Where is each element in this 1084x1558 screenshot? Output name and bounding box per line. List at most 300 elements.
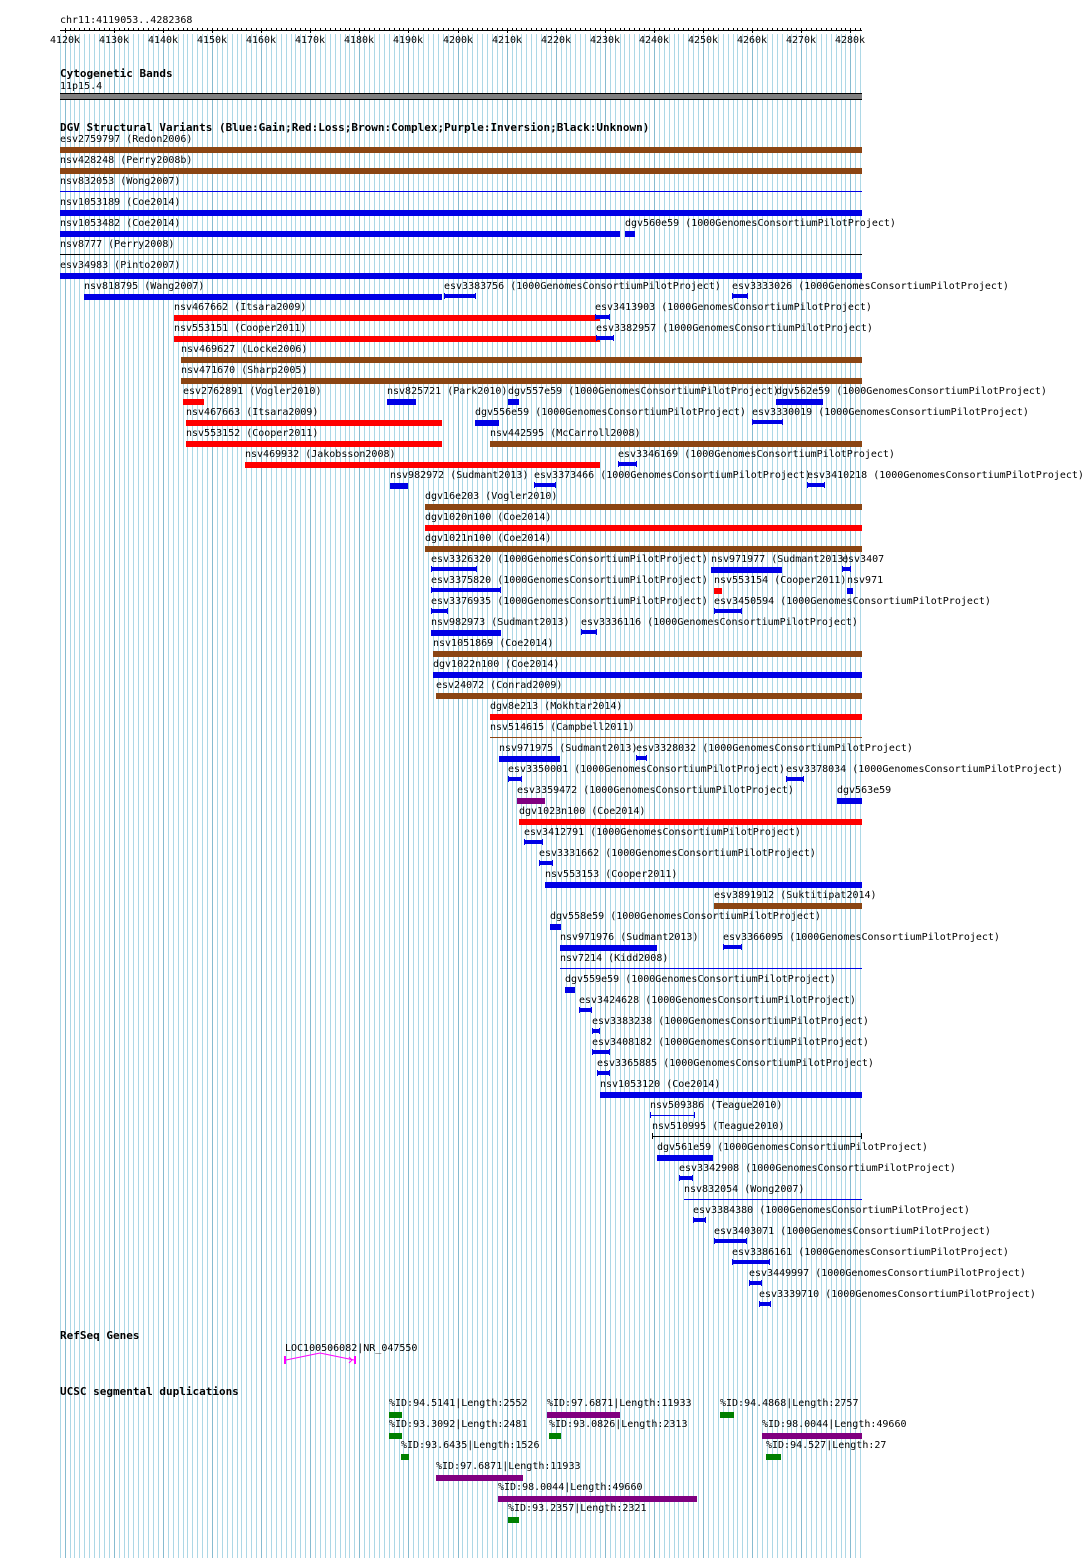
dgv-variant-whisker bbox=[613, 335, 614, 341]
dgv-variant-label[interactable]: esv3336116 (1000GenomesConsortiumPilotProject) bbox=[581, 617, 858, 628]
ruler-minor-tick bbox=[320, 28, 321, 31]
dgv-variant-label[interactable]: esv3412791 (1000GenomesConsortiumPilotProject) bbox=[524, 827, 801, 838]
dgv-variant-bar[interactable] bbox=[714, 609, 742, 613]
segdup-bar[interactable] bbox=[549, 1433, 561, 1439]
ruler-minor-tick bbox=[566, 28, 567, 31]
dgv-variant-whisker bbox=[475, 293, 476, 299]
ruler-tick-mark bbox=[556, 28, 557, 33]
dgv-variant-label[interactable]: nsv469627 (Locke2006) bbox=[181, 344, 308, 355]
dgv-variant-label[interactable]: esv3330019 (1000GenomesConsortiumPilotProject) bbox=[752, 407, 1029, 418]
ruler-minor-tick bbox=[570, 28, 571, 31]
ruler-tick-mark bbox=[654, 28, 655, 33]
dgv-variant-bar[interactable] bbox=[581, 630, 597, 634]
segdup-bar[interactable] bbox=[389, 1412, 402, 1418]
ruler-minor-tick bbox=[585, 28, 586, 31]
dgv-variant-bar[interactable] bbox=[245, 462, 600, 468]
dgv-variant-label[interactable]: esv3346169 (1000GenomesConsortiumPilotProject) bbox=[618, 449, 895, 460]
dgv-variant-label[interactable]: esv3365885 (1000GenomesConsortiumPilotProject) bbox=[597, 1058, 874, 1069]
dgv-variant-bar[interactable] bbox=[847, 588, 853, 594]
dgv-variant-label[interactable]: esv3328032 (1000GenomesConsortiumPilotProject) bbox=[636, 743, 913, 754]
dgv-variant-label[interactable]: nsv428248 (Perry2008b) bbox=[60, 155, 193, 166]
dgv-variant-bar[interactable] bbox=[565, 987, 575, 993]
dgv-variant-bar[interactable] bbox=[517, 798, 545, 804]
dgv-variant-label[interactable]: nsv553151 (Cooper2011) bbox=[174, 323, 307, 334]
dgv-variant-label[interactable]: nsv1053482 (Coe2014) bbox=[60, 218, 181, 229]
ruler-minor-tick bbox=[173, 28, 174, 31]
dgv-variant-bar[interactable] bbox=[425, 546, 862, 552]
ruler-minor-tick bbox=[610, 28, 611, 31]
dgv-variant-whisker bbox=[431, 587, 432, 593]
ruler-minor-tick bbox=[109, 28, 110, 31]
ruler-minor-tick bbox=[634, 28, 635, 31]
ruler-tick-mark bbox=[801, 28, 802, 33]
dgv-variant-label[interactable]: dgv561e59 (1000GenomesConsortiumPilotProject) bbox=[657, 1142, 928, 1153]
dgv-variant-label[interactable]: esv3375820 (1000GenomesConsortiumPilotProject) bbox=[431, 575, 708, 586]
dgv-variant-bar[interactable] bbox=[776, 399, 823, 405]
ruler-minor-tick bbox=[418, 28, 419, 31]
dgv-variant-bar[interactable] bbox=[431, 630, 501, 636]
dgv-variant-label[interactable]: esv3403071 (1000GenomesConsortiumPilotProject) bbox=[714, 1226, 991, 1237]
segdup-bar[interactable] bbox=[547, 1412, 620, 1418]
ruler-minor-tick bbox=[806, 28, 807, 31]
dgv-variant-bar[interactable] bbox=[433, 651, 862, 657]
gene-exon-start bbox=[284, 1356, 286, 1364]
ruler-tick-label: 4200k bbox=[442, 35, 474, 46]
dgv-variant-label[interactable]: esv3333026 (1000GenomesConsortiumPilotProject) bbox=[732, 281, 1009, 292]
dgv-variant-whisker bbox=[714, 608, 715, 614]
dgv-variant-label[interactable]: esv3386161 (1000GenomesConsortiumPilotProject) bbox=[732, 1247, 1009, 1258]
dgv-variant-bar[interactable] bbox=[490, 737, 862, 738]
dgv-variant-bar[interactable] bbox=[519, 819, 862, 825]
dgv-variant-label[interactable]: dgv557e59 (1000GenomesConsortiumPilotProject) bbox=[508, 386, 779, 397]
dgv-variant-bar[interactable] bbox=[436, 693, 862, 699]
dgv-variant-bar[interactable] bbox=[60, 231, 620, 237]
dgv-variant-whisker bbox=[636, 461, 637, 467]
dgv-variant-label[interactable]: nsv971977 (Sudmant2013) bbox=[711, 554, 850, 565]
ruler-minor-tick bbox=[153, 28, 154, 31]
ruler-minor-tick bbox=[462, 28, 463, 31]
dgv-variant-whisker bbox=[431, 608, 432, 614]
dgv-variant-label[interactable]: esv3373466 (1000GenomesConsortiumPilotProject) bbox=[534, 470, 811, 481]
dgv-variant-bar[interactable] bbox=[596, 336, 614, 340]
ruler-minor-tick bbox=[472, 28, 473, 31]
dgv-variant-whisker bbox=[596, 335, 597, 341]
ruler-minor-tick bbox=[99, 28, 100, 31]
ruler-minor-tick bbox=[104, 28, 105, 31]
dgv-variant-whisker bbox=[747, 293, 748, 299]
dgv-variant-bar[interactable] bbox=[600, 1092, 862, 1098]
dgv-variant-bar[interactable] bbox=[60, 254, 862, 255]
dgv-variant-label[interactable]: nsv7214 (Kidd2008) bbox=[560, 953, 669, 964]
dgv-variant-label[interactable]: esv3449997 (1000GenomesConsortiumPilotProject) bbox=[749, 1268, 1026, 1279]
track-title-refseq-genes[interactable]: RefSeq Genes bbox=[60, 1329, 140, 1342]
ruler-tick-mark bbox=[359, 28, 360, 33]
dgv-variant-label[interactable]: nsv510995 (Teague2010) bbox=[652, 1121, 785, 1132]
ruler-tick-mark bbox=[261, 28, 262, 33]
dgv-variant-bar[interactable] bbox=[186, 441, 442, 447]
segdup-bar[interactable] bbox=[389, 1433, 402, 1439]
ruler-tick-label: 4120k bbox=[49, 35, 81, 46]
segdup-label[interactable]: %ID:94.5141|Length:2552 bbox=[389, 1398, 528, 1409]
dgv-variant-label[interactable]: nsv971975 (Sudmant2013) bbox=[499, 743, 638, 754]
dgv-variant-bar[interactable] bbox=[508, 777, 522, 781]
dgv-variant-bar[interactable] bbox=[390, 483, 408, 489]
ruler-minor-tick bbox=[728, 28, 729, 31]
dgv-variant-label[interactable]: dgv562e59 (1000GenomesConsortiumPilotProject) bbox=[776, 386, 1047, 397]
dgv-variant-label[interactable]: esv34983 (Pinto2007) bbox=[60, 260, 181, 271]
dgv-variant-bar[interactable] bbox=[732, 294, 748, 298]
refseq-gene-label[interactable]: LOC100506082|NR_047550 bbox=[285, 1343, 418, 1354]
dgv-variant-whisker bbox=[609, 314, 610, 320]
dgv-variant-label[interactable]: nsv971976 (Sudmant2013) bbox=[560, 932, 699, 943]
dgv-variant-whisker bbox=[581, 629, 582, 635]
segdup-bar[interactable] bbox=[720, 1412, 734, 1418]
dgv-variant-label[interactable]: nsv982972 (Sudmant2013) bbox=[390, 470, 529, 481]
segdup-label[interactable]: %ID:94.4868|Length:2757 bbox=[720, 1398, 859, 1409]
dgv-variant-whisker bbox=[579, 1007, 580, 1013]
segdup-label[interactable]: %ID:93.6435|Length:1526 bbox=[401, 1440, 540, 1451]
ruler-minor-tick bbox=[693, 28, 694, 31]
dgv-variant-label[interactable]: nsv514615 (Campbell2011) bbox=[490, 722, 635, 733]
dgv-variant-bar[interactable] bbox=[84, 294, 442, 300]
dgv-variant-label[interactable]: nsv832054 (Wong2007) bbox=[684, 1184, 805, 1195]
dgv-variant-label[interactable]: nsv469932 (Jakobsson2008) bbox=[245, 449, 396, 460]
segdup-bar[interactable] bbox=[766, 1454, 781, 1460]
ruler-minor-tick bbox=[575, 28, 576, 31]
dgv-variant-label[interactable]: esv3408182 (1000GenomesConsortiumPilotProject) bbox=[592, 1037, 869, 1048]
dgv-variant-bar[interactable] bbox=[618, 462, 637, 466]
dgv-variant-label[interactable]: nsv1053189 (Coe2014) bbox=[60, 197, 181, 208]
dgv-variant-whisker bbox=[618, 461, 619, 467]
dgv-variant-whisker bbox=[650, 1112, 651, 1118]
segdup-label[interactable]: %ID:98.0044|Length:49660 bbox=[498, 1482, 643, 1493]
dgv-variant-label[interactable]: nsv818795 (Wang2007) bbox=[84, 281, 205, 292]
dgv-variant-bar[interactable] bbox=[475, 420, 499, 426]
dgv-variant-label[interactable]: esv3382957 (1000GenomesConsortiumPilotProject) bbox=[596, 323, 873, 334]
dgv-variant-whisker bbox=[431, 566, 432, 572]
track-title-cytogenetic-bands[interactable]: Cytogenetic Bands bbox=[60, 67, 173, 80]
ruler-minor-tick bbox=[369, 28, 370, 31]
dgv-variant-whisker bbox=[824, 482, 825, 488]
dgv-variant-bar[interactable] bbox=[186, 420, 442, 426]
dgv-variant-bar[interactable] bbox=[431, 567, 477, 571]
dgv-variant-bar[interactable] bbox=[652, 1136, 862, 1137]
ruler-tick-label: 4130k bbox=[98, 35, 130, 46]
dgv-variant-bar[interactable] bbox=[560, 945, 657, 951]
ruler-minor-tick bbox=[70, 28, 71, 31]
ruler-minor-tick bbox=[438, 28, 439, 31]
dgv-variant-whisker bbox=[803, 776, 804, 782]
ruler-tick-label: 4210k bbox=[491, 35, 523, 46]
dgv-variant-whisker bbox=[782, 419, 783, 425]
ruler-minor-tick bbox=[816, 28, 817, 31]
ruler-minor-tick bbox=[620, 28, 621, 31]
dgv-variant-label[interactable]: nsv832053 (Wong2007) bbox=[60, 176, 181, 187]
segdup-bar[interactable] bbox=[436, 1475, 523, 1481]
ruler-minor-tick bbox=[580, 28, 581, 31]
ruler-minor-tick bbox=[855, 28, 856, 31]
dgv-variant-label[interactable]: dgv560e59 (1000GenomesConsortiumPilotProject) bbox=[625, 218, 896, 229]
ruler-minor-tick bbox=[811, 28, 812, 31]
dgv-variant-bar[interactable] bbox=[387, 399, 416, 405]
dgv-variant-label[interactable]: esv3339710 (1000GenomesConsortiumPilotProject) bbox=[759, 1289, 1036, 1300]
dgv-variant-label[interactable]: esv3891912 (Suktitipat2014) bbox=[714, 890, 877, 901]
ruler-minor-tick bbox=[349, 28, 350, 31]
dgv-variant-label[interactable]: dgv556e59 (1000GenomesConsortiumPilotProject) bbox=[475, 407, 746, 418]
dgv-variant-label[interactable]: nsv971 bbox=[847, 575, 884, 586]
ruler-minor-tick bbox=[227, 28, 228, 31]
dgv-variant-whisker bbox=[652, 1133, 653, 1139]
ruler-minor-tick bbox=[84, 28, 85, 31]
segdup-bar[interactable] bbox=[401, 1454, 409, 1460]
dgv-variant-label[interactable]: esv3383238 (1000GenomesConsortiumPilotProject) bbox=[592, 1016, 869, 1027]
ruler-minor-tick bbox=[541, 28, 542, 31]
dgv-variant-whisker bbox=[508, 776, 509, 782]
ruler-minor-tick bbox=[271, 28, 272, 31]
dgv-variant-label[interactable]: nsv467663 (Itsara2009) bbox=[186, 407, 319, 418]
ruler-minor-tick bbox=[551, 28, 552, 31]
ruler-minor-tick bbox=[737, 28, 738, 31]
ruler-minor-tick bbox=[394, 28, 395, 31]
dgv-variant-label[interactable]: esv2762891 (Vogler2010) bbox=[183, 386, 322, 397]
segdup-label[interactable]: %ID:94.527|Length:27 bbox=[766, 1440, 887, 1451]
dgv-variant-bar[interactable] bbox=[508, 399, 519, 405]
ruler-minor-tick bbox=[246, 28, 247, 31]
ruler-minor-tick bbox=[747, 28, 748, 31]
dgv-variant-label[interactable]: dgv1020n100 (Coe2014) bbox=[425, 512, 552, 523]
dgv-variant-bar[interactable] bbox=[657, 1155, 713, 1161]
ruler-minor-tick bbox=[295, 28, 296, 31]
dgv-variant-label[interactable]: dgv1021n100 (Coe2014) bbox=[425, 533, 552, 544]
dgv-variant-label[interactable]: nsv8777 (Perry2008) bbox=[60, 239, 175, 250]
ruler-minor-tick bbox=[428, 28, 429, 31]
dgv-variant-whisker bbox=[599, 1028, 600, 1034]
dgv-variant-label[interactable]: esv3378034 (1000GenomesConsortiumPilotProject) bbox=[786, 764, 1063, 775]
ruler-minor-tick bbox=[787, 28, 788, 31]
dgv-variant-bar[interactable] bbox=[431, 609, 448, 613]
dgv-variant-whisker bbox=[693, 1217, 694, 1223]
dgv-variant-bar[interactable] bbox=[786, 777, 804, 781]
segdup-label[interactable]: %ID:93.0826|Length:2313 bbox=[549, 1419, 688, 1430]
segdup-label[interactable]: %ID:93.2357|Length:2321 bbox=[508, 1503, 647, 1514]
dgv-variant-label[interactable]: esv3424628 (1000GenomesConsortiumPilotProject) bbox=[579, 995, 856, 1006]
dgv-variant-label[interactable]: nsv982973 (Sudmant2013) bbox=[431, 617, 570, 628]
dgv-variant-bar[interactable] bbox=[595, 315, 610, 319]
dgv-variant-whisker bbox=[524, 839, 525, 845]
dgv-variant-bar[interactable] bbox=[524, 840, 543, 844]
dgv-variant-label[interactable]: dgv559e59 (1000GenomesConsortiumPilotProject) bbox=[565, 974, 836, 985]
dgv-variant-bar[interactable] bbox=[539, 861, 553, 865]
dgv-variant-label[interactable]: esv24072 (Conrad2009) bbox=[436, 680, 563, 691]
dgv-variant-bar[interactable] bbox=[444, 294, 476, 298]
segdup-label[interactable]: %ID:97.6871|Length:11933 bbox=[436, 1461, 581, 1472]
dgv-variant-bar[interactable] bbox=[181, 357, 862, 363]
dgv-variant-label[interactable]: nsv553152 (Cooper2011) bbox=[186, 428, 319, 439]
segdup-label[interactable]: %ID:93.3092|Length:2481 bbox=[389, 1419, 528, 1430]
dgv-variant-label[interactable]: esv3326320 (1000GenomesConsortiumPilotProject) bbox=[431, 554, 708, 565]
dgv-variant-label[interactable]: esv3450594 (1000GenomesConsortiumPilotProject) bbox=[714, 596, 991, 607]
ruler-minor-tick bbox=[291, 28, 292, 31]
ruler-tick-label: 4260k bbox=[736, 35, 768, 46]
dgv-variant-label[interactable]: dgv1022n100 (Coe2014) bbox=[433, 659, 560, 670]
segdup-label[interactable]: %ID:97.6871|Length:11933 bbox=[547, 1398, 692, 1409]
dgv-variant-label[interactable]: dgv563e59 bbox=[837, 785, 892, 796]
dgv-variant-label[interactable]: nsv1051869 (Coe2014) bbox=[433, 638, 554, 649]
dgv-variant-label[interactable]: esv3350001 (1000GenomesConsortiumPilotProject) bbox=[508, 764, 785, 775]
dgv-variant-whisker bbox=[749, 1280, 750, 1286]
dgv-variant-bar[interactable] bbox=[60, 273, 862, 279]
ruler-minor-tick bbox=[237, 28, 238, 31]
dgv-variant-whisker bbox=[705, 1217, 706, 1223]
dgv-variant-bar[interactable] bbox=[499, 756, 560, 762]
dgv-variant-whisker bbox=[732, 293, 733, 299]
dgv-variant-label[interactable]: esv3384380 (1000GenomesConsortiumPilotProject) bbox=[693, 1205, 970, 1216]
ruler-tick-label: 4140k bbox=[147, 35, 179, 46]
dgv-variant-whisker bbox=[592, 1028, 593, 1034]
dgv-variant-bar[interactable] bbox=[174, 336, 600, 342]
dgv-variant-whisker bbox=[597, 1070, 598, 1076]
dgv-variant-label[interactable]: dgv16e203 (Vogler2010) bbox=[425, 491, 558, 502]
dgv-variant-bar[interactable] bbox=[625, 231, 635, 237]
ruler-minor-tick bbox=[187, 28, 188, 31]
dgv-variant-label[interactable]: esv3376935 (1000GenomesConsortiumPilotProject) bbox=[431, 596, 708, 607]
dgv-variant-label[interactable]: nsv509386 (Teague2010) bbox=[650, 1100, 783, 1111]
ruler-minor-tick bbox=[531, 28, 532, 31]
track-title-ucsc-segmental-duplications[interactable]: UCSC segmental duplications bbox=[60, 1385, 239, 1398]
dgv-variant-label[interactable]: esv3331662 (1000GenomesConsortiumPilotProject) bbox=[539, 848, 816, 859]
dgv-variant-label[interactable]: esv3383756 (1000GenomesConsortiumPilotProject) bbox=[444, 281, 721, 292]
dgv-variant-bar[interactable] bbox=[807, 483, 825, 487]
dgv-variant-whisker bbox=[476, 566, 477, 572]
segdup-bar[interactable] bbox=[762, 1433, 862, 1439]
dgv-variant-label[interactable]: esv2759797 (Redon2006) bbox=[60, 134, 193, 145]
dgv-variant-label[interactable]: nsv825721 (Park2010) bbox=[387, 386, 508, 397]
dgv-variant-bar[interactable] bbox=[490, 441, 862, 447]
dgv-variant-whisker bbox=[759, 1301, 760, 1307]
segdup-bar[interactable] bbox=[508, 1517, 519, 1523]
dgv-variant-bar[interactable] bbox=[60, 168, 862, 174]
dgv-variant-bar[interactable] bbox=[425, 525, 862, 531]
dgv-variant-bar[interactable] bbox=[837, 798, 862, 804]
dgv-variant-whisker bbox=[741, 608, 742, 614]
dgv-variant-bar[interactable] bbox=[425, 504, 862, 510]
dgv-variant-bar[interactable] bbox=[650, 1115, 695, 1116]
dgv-variant-label[interactable]: esv3410218 (1000GenomesConsortiumPilotProject) bbox=[807, 470, 1084, 481]
dgv-variant-bar[interactable] bbox=[684, 1199, 862, 1200]
dgv-variant-bar[interactable] bbox=[490, 714, 862, 720]
ruler-minor-tick bbox=[183, 28, 184, 31]
dgv-variant-label[interactable]: nsv1053120 (Coe2014) bbox=[600, 1079, 721, 1090]
ruler-minor-tick bbox=[713, 28, 714, 31]
ruler-minor-tick bbox=[659, 28, 660, 31]
track-title-dgv-structural-variants[interactable]: DGV Structural Variants (Blue:Gain;Red:Loss;Brown:Complex;Purple:Inversion;Black:Unknown) bbox=[60, 121, 650, 134]
dgv-variant-whisker bbox=[534, 482, 535, 488]
ruler-tick-mark bbox=[458, 28, 459, 33]
dgv-variant-bar[interactable] bbox=[431, 588, 501, 592]
dgv-variant-whisker bbox=[850, 566, 851, 572]
dgv-variant-bar[interactable] bbox=[711, 567, 782, 573]
dgv-variant-bar[interactable] bbox=[714, 1239, 747, 1243]
dgv-variant-whisker bbox=[746, 1238, 747, 1244]
dgv-variant-label[interactable]: esv3413903 (1000GenomesConsortiumPilotProject) bbox=[595, 302, 872, 313]
dgv-variant-whisker bbox=[692, 1175, 693, 1181]
dgv-variant-bar[interactable] bbox=[60, 191, 862, 192]
ruler-minor-tick bbox=[777, 28, 778, 31]
dgv-variant-label[interactable]: dgv8e213 (Mokhtar2014) bbox=[490, 701, 623, 712]
ruler-minor-tick bbox=[772, 28, 773, 31]
dgv-variant-bar[interactable] bbox=[714, 903, 862, 909]
ruler-minor-tick bbox=[629, 28, 630, 31]
dgv-variant-label[interactable]: dgv1023n100 (Coe2014) bbox=[519, 806, 646, 817]
ruler-minor-tick bbox=[403, 28, 404, 31]
dgv-variant-bar[interactable] bbox=[679, 1176, 693, 1180]
ruler-tick-label: 4280k bbox=[834, 35, 866, 46]
refseq-gene-glyph[interactable] bbox=[0, 1350, 890, 1370]
ruler-minor-tick bbox=[831, 28, 832, 31]
dgv-variant-bar[interactable] bbox=[723, 945, 742, 949]
dgv-variant-bar[interactable] bbox=[534, 483, 556, 487]
ruler-minor-tick bbox=[79, 28, 80, 31]
ruler-minor-tick bbox=[138, 28, 139, 31]
dgv-variant-bar[interactable] bbox=[560, 968, 862, 969]
dgv-variant-label[interactable]: nsv471670 (Sharp2005) bbox=[181, 365, 308, 376]
ruler-minor-tick bbox=[433, 28, 434, 31]
dgv-variant-label[interactable]: esv3407 bbox=[842, 554, 885, 565]
dgv-variant-bar[interactable] bbox=[60, 147, 862, 153]
cytoband-bar[interactable] bbox=[60, 93, 862, 100]
ruler-minor-tick bbox=[178, 28, 179, 31]
ruler-minor-tick bbox=[384, 28, 385, 31]
dgv-variant-label[interactable]: esv3366095 (1000GenomesConsortiumPilotProject) bbox=[723, 932, 1000, 943]
dgv-variant-label[interactable]: esv3359472 (1000GenomesConsortiumPilotProject) bbox=[517, 785, 794, 796]
ruler-minor-tick bbox=[89, 28, 90, 31]
dgv-variant-label[interactable]: nsv553153 (Cooper2011) bbox=[545, 869, 678, 880]
dgv-variant-whisker bbox=[500, 587, 501, 593]
dgv-variant-label[interactable]: nsv467662 (Itsara2009) bbox=[174, 302, 307, 313]
ruler-tick-label: 4180k bbox=[343, 35, 375, 46]
dgv-variant-label[interactable]: nsv553154 (Cooper2011) bbox=[714, 575, 847, 586]
dgv-variant-bar[interactable] bbox=[183, 399, 204, 405]
ruler-minor-tick bbox=[197, 28, 198, 31]
ruler-minor-tick bbox=[192, 28, 193, 31]
dgv-variant-label[interactable]: dgv558e59 (1000GenomesConsortiumPilotProject) bbox=[550, 911, 821, 922]
dgv-variant-bar[interactable] bbox=[592, 1050, 610, 1054]
ruler-minor-tick bbox=[698, 28, 699, 31]
dgv-variant-bar[interactable] bbox=[714, 588, 722, 594]
segdup-label[interactable]: %ID:98.0044|Length:49660 bbox=[762, 1419, 907, 1430]
dgv-variant-whisker bbox=[539, 860, 540, 866]
dgv-variant-whisker bbox=[552, 860, 553, 866]
dgv-variant-bar[interactable] bbox=[433, 672, 862, 678]
dgv-variant-bar[interactable] bbox=[181, 378, 862, 384]
dgv-variant-bar[interactable] bbox=[60, 210, 862, 216]
ruler-minor-tick bbox=[497, 28, 498, 31]
ruler-minor-tick bbox=[841, 28, 842, 31]
dgv-variant-label[interactable]: nsv442595 (McCarroll2008) bbox=[490, 428, 641, 439]
dgv-variant-label[interactable]: esv3342908 (1000GenomesConsortiumPilotProject) bbox=[679, 1163, 956, 1174]
dgv-variant-whisker bbox=[646, 755, 647, 761]
dgv-variant-bar[interactable] bbox=[732, 1260, 770, 1264]
dgv-variant-bar[interactable] bbox=[174, 315, 600, 321]
segdup-bar[interactable] bbox=[498, 1496, 697, 1502]
ruler-minor-tick bbox=[222, 28, 223, 31]
dgv-variant-bar[interactable] bbox=[550, 924, 561, 930]
ruler-minor-tick bbox=[276, 28, 277, 31]
dgv-variant-bar[interactable] bbox=[545, 882, 862, 888]
dgv-variant-bar[interactable] bbox=[752, 420, 783, 424]
dgv-variant-whisker bbox=[555, 482, 556, 488]
dgv-variant-whisker bbox=[770, 1301, 771, 1307]
